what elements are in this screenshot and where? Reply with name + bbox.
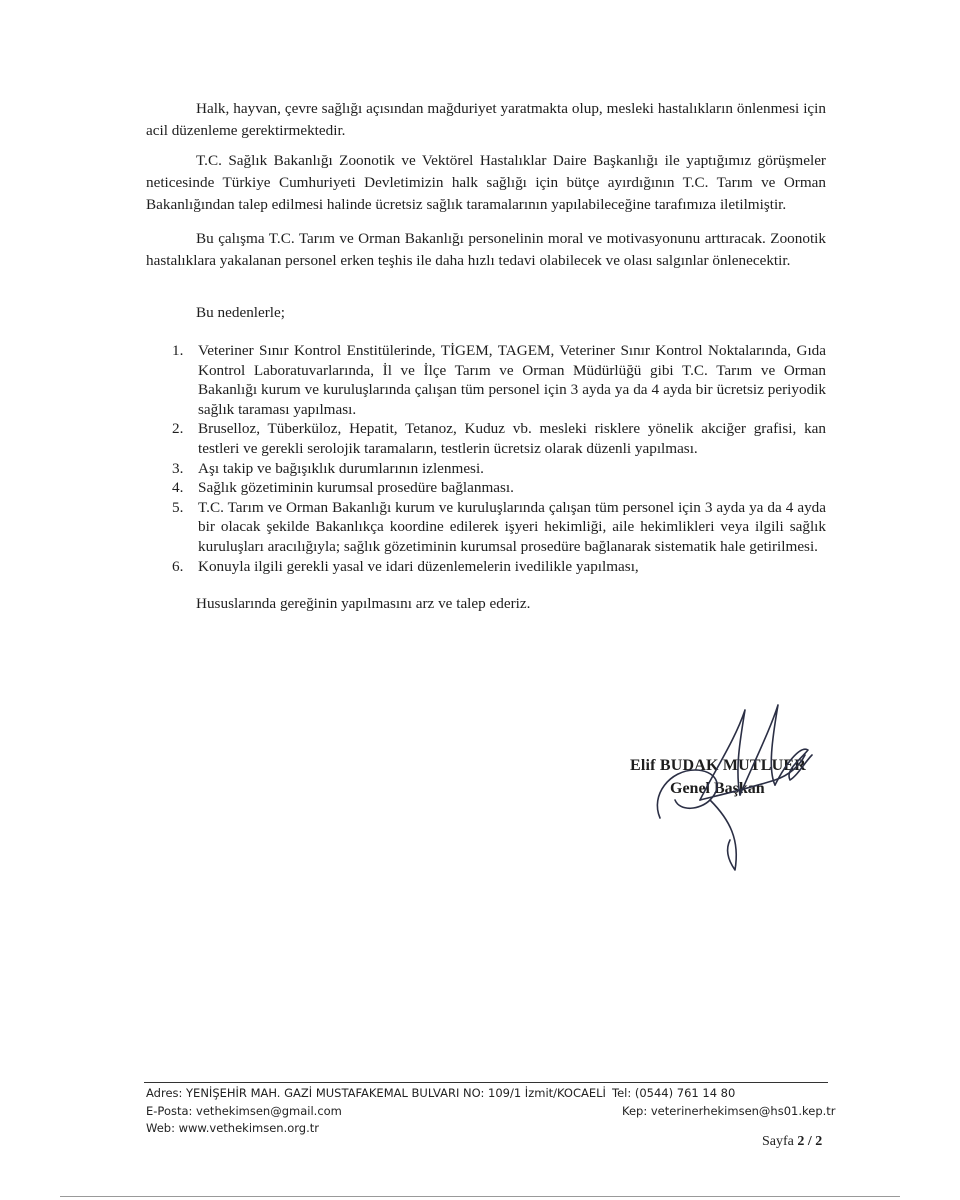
page-number xyxy=(762,1134,822,1150)
page-number-label: Sayfa xyxy=(762,1134,794,1149)
page-number-total: 2 xyxy=(815,1134,823,1149)
signatory-title: Genel Başkan xyxy=(670,780,765,797)
list-item-text: Aşı takip ve bağışıklık durumlarının izlenmesi. xyxy=(198,459,484,477)
list-item xyxy=(146,557,826,577)
paragraph-reasons-intro: Bu nedenlerle; xyxy=(196,304,285,321)
footer-website: Web: www.vethekimsen.org.tr xyxy=(146,1121,319,1135)
list-item xyxy=(146,478,826,498)
list-item xyxy=(146,341,826,419)
closing-sentence: Hususlarında gereğinin yapılmasını arz ve talep ederiz. xyxy=(196,595,531,612)
list-item-text: Konuyla ilgili gerekli yasal ve idari düzenlemelerin ivedilikle yapılması, xyxy=(198,557,639,575)
list-item-number: 1. xyxy=(172,342,184,359)
footer-divider xyxy=(144,1082,828,1083)
list-item-number: 6. xyxy=(172,557,184,575)
list-item-text: Bruselloz, Tüberküloz, Hepatit, Tetanoz, Kuduz vb. mesleki risklere yönelik akciğer grafisi, kan testleri ve gerekli serolojik taramaların, testlerin ücretsiz olarak düzenli yapılması. xyxy=(198,420,826,457)
list-item xyxy=(146,459,826,479)
list-item-number: 4. xyxy=(172,479,184,497)
page-number-separator: / xyxy=(807,1134,812,1149)
footer-kep: Kep: veterinerhekimsen@hs01.kep.tr xyxy=(622,1104,836,1118)
footer-email: E-Posta: vethekimsen@gmail.com xyxy=(146,1104,342,1118)
request-list xyxy=(146,341,826,576)
list-item-text: Sağlık gözetiminin kurumsal prosedüre bağlanması. xyxy=(198,479,514,497)
footer-address: Adres: YENİŞEHİR MAH. GAZİ MUSTAFAKEMAL BULVARI NO: 109/1 İzmit/KOCAELİ xyxy=(146,1086,606,1100)
paragraph-1: Halk, hayvan, çevre sağlığı açısından mağduriyet yaratmakta olup, mesleki hastalıkların önlenmesi için acil düzenleme gerektirmektedir. xyxy=(146,100,826,139)
list-item xyxy=(146,498,826,557)
list-item-text: Veteriner Sınır Kontrol Enstitülerinde, TİGEM, TAGEM, Veteriner Sınır Kontrol Noktalarında, Gıda Kontrol Laboratuvarlarında, İl ve İlçe Tarım ve Orman Müdürlüğü gibi T.C. Tarım ve Orman Bakanlığı kurum ve kuruluşlarında çalışan tüm personel için 3 ayda ya da 4 ayda bir ücretsiz periyodik sağlık taraması yapılması. xyxy=(198,342,826,418)
list-item-text: T.C. Tarım ve Orman Bakanlığı kurum ve kuruluşlarında çalışan tüm personel için 3 ayda ya da 4 ayda bir olacak şekilde Bakanlıkça koordine edilerek işyeri hekimliği, aile hekimlikleri veya ilgili sağlık kuruluşları aracılığıyla; sağlık gözetiminin kurumsal prosedüre bağlanarak sistematik hale getirilmesi. xyxy=(198,498,826,555)
list-item xyxy=(146,419,826,458)
list-item-number: 3. xyxy=(172,459,184,477)
page-number-current: 2 xyxy=(797,1134,805,1149)
handwritten-signature xyxy=(640,700,830,880)
signatory-name: Elif BUDAK MUTLUER xyxy=(630,757,807,774)
page-bottom-line xyxy=(60,1196,900,1197)
paragraph-2: T.C. Sağlık Bakanlığı Zoonotik ve Vektörel Hastalıklar Daire Başkanlığı ile yaptığımız görüşmeler neticesinde Türkiye Cumhuriyeti Devletimizin halk sağlığı için bütçe ayırdığının T.C. Tarım ve Orman Bakanlığından talep edilmesi halinde ücretsiz sağlık taramalarının yapılabileceğine tarafımıza iletilmiştir. xyxy=(146,152,826,213)
paragraph-3: Bu çalışma T.C. Tarım ve Orman Bakanlığı personelinin moral ve motivasyonunu arttıracak. Zoonotik hastalıklara yakalanan personel erken teşhis ile daha hızlı tedavi olabilecek ve olası salgınlar önlenecektir. xyxy=(146,230,826,269)
list-item-number: 5. xyxy=(172,498,184,516)
footer-phone: Tel: (0544) 761 14 80 xyxy=(612,1086,736,1100)
list-item-number: 2. xyxy=(172,420,184,438)
